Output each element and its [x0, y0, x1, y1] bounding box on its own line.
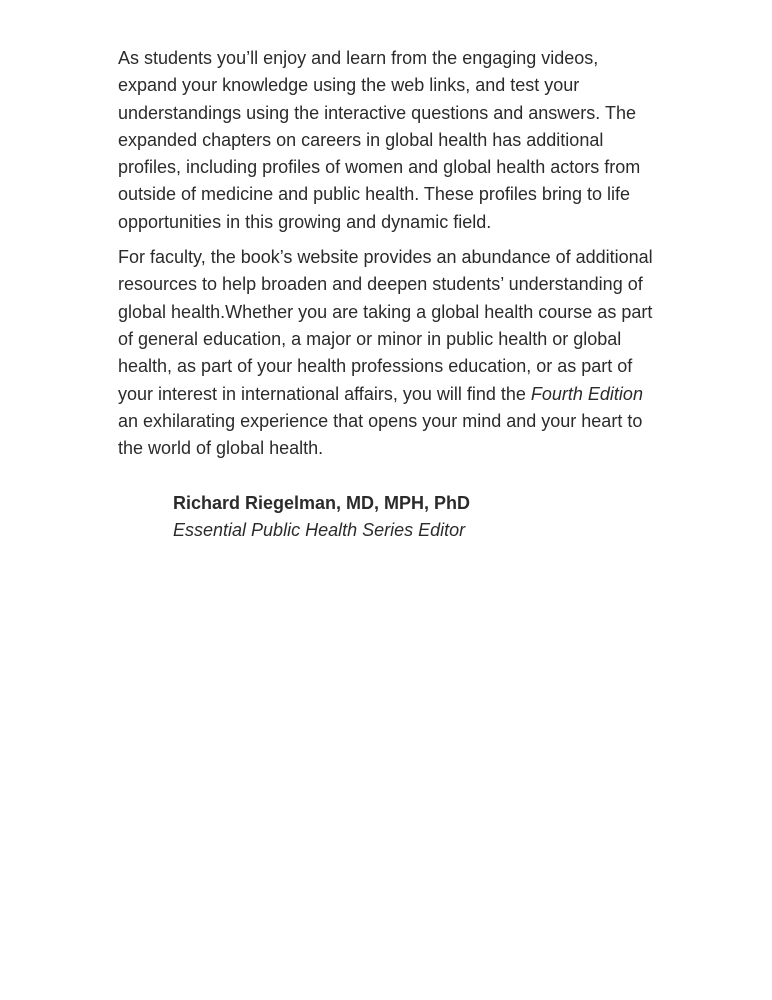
- paragraph-students: As students you’ll enjoy and learn from the engaging videos, expand your knowledge using the web links, and test your understandings using the interactive questions and answers. The expanded chapters on careers in global health has additional profiles, including profiles of women and global health actors from outside of medicine and public health. These profiles bring to life opportunities in this growing and dynamic field.: [118, 48, 641, 232]
- paragraph-faculty-text-start: For faculty, the book’s website provides an abundance of additional resources to help broaden and deepen students’ understanding of global health.Whether you are taking a global health course as part of general education, a major or minor in public health or global health, as part of your health professions education, or as part of your interest in international affairs, you will find the: [118, 247, 653, 404]
- author-name: Richard Riegelman, MD, MPH, PhD: [173, 493, 471, 513]
- paragraph-faculty: [118, 244, 653, 462]
- author-title: Essential Public Health Series Editor: [173, 520, 466, 541]
- paragraph-faculty-text-end: an exhilarating experience that opens your mind and your heart to the world of global health.: [118, 410, 643, 459]
- signature-block: [173, 490, 673, 545]
- edition-title: Fourth Edition: [530, 383, 643, 404]
- document-body: [118, 45, 653, 470]
